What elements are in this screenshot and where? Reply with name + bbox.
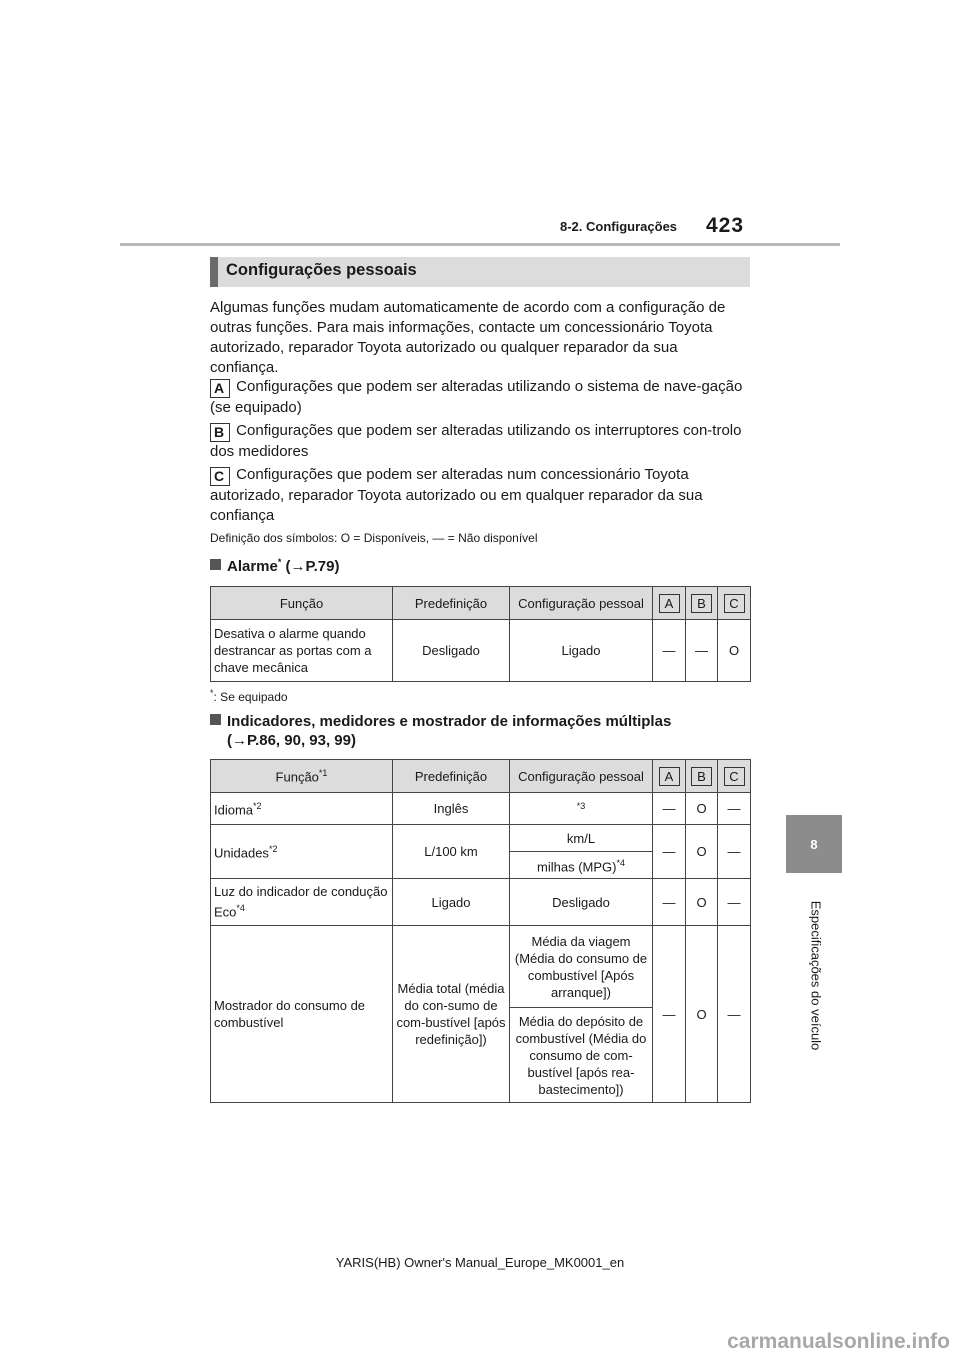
- square-bullet-icon: [210, 559, 221, 570]
- alarm-heading: Alarme* (→P.79): [210, 553, 339, 576]
- table-row-units: Unidades$^{*2}$ L/100 km km/L — O —: [211, 825, 751, 852]
- intro-paragraph: Algumas funções mudam automaticamente de acordo com a configuração de outras funções. Para mais informações, contacte um concessionário Toyota autorizado, reparador Toyota autorizado ou qualquer reparador da sua confiança.: [210, 299, 726, 376]
- legend-letter-b: B: [210, 423, 230, 442]
- col-function: Função$^{*1}$: [211, 760, 393, 793]
- watermark: carmanualsonline.info: [727, 1330, 950, 1353]
- indicators-table: [210, 759, 751, 1103]
- col-personal: Configuração pessoal: [510, 587, 653, 620]
- legend-text-c: Configurações que podem ser alteradas num concessionário Toyota autorizado, reparador Toyota autorizado ou em qualquer reparador da sua confiança: [210, 466, 703, 524]
- table-row-fuel-2: Média do depósito de combustível (Média do consumo de com-bustível [após rea-bastecimento]): [211, 1008, 751, 1103]
- header-section-title: 8-2. Configurações: [560, 219, 678, 234]
- page-number: 423: [706, 214, 745, 237]
- legend-letter-a: A: [210, 379, 230, 398]
- col-default: Predefinição: [393, 760, 510, 793]
- alarm-table: [210, 586, 751, 682]
- col-b: B: [686, 760, 718, 793]
- legend-item-b: [210, 421, 750, 462]
- legend-item-a: [210, 377, 750, 418]
- col-personal: Configuração pessoal: [510, 760, 653, 793]
- indicators-heading: Indicadores, medidores e mostrador de informações múltiplas (→P.86, 90, 93, 99): [210, 712, 750, 750]
- col-function: Função: [211, 587, 393, 620]
- col-a: A: [653, 587, 686, 620]
- legend-item-c: [210, 465, 750, 526]
- col-c: C: [718, 587, 751, 620]
- col-c: C: [718, 760, 751, 793]
- symbols-note: Definição dos símbolos: O = Disponíveis, — = Não disponível: [210, 531, 538, 545]
- legend-text-b: Configurações que podem ser alteradas utilizando os interruptores con-trolo dos medidores: [210, 422, 742, 460]
- col-b: B: [686, 587, 718, 620]
- table-header-row: [211, 587, 751, 620]
- col-a: A: [653, 760, 686, 793]
- section-title: Configurações pessoais: [210, 257, 750, 287]
- table-row-units-2: milhas (MPG)$^{*4}$: [211, 852, 751, 879]
- alarm-footnote: *: Se equipado: [210, 688, 288, 704]
- col-default: Predefinição: [393, 587, 510, 620]
- chapter-tab-label: Especificações do veículo: [808, 900, 824, 1051]
- table-row-eco: Luz do indicador de condução Eco$^{*4}$ Ligado Desligado — O —: [211, 879, 751, 926]
- table-row-fuel: Mostrador do consumo de combustível Média total (média do con-sumo de com-bustível [após redefinição]) Média da viagem (Média do consumo de combustível [Após arranque]) — O —: [211, 926, 751, 1008]
- page-footer: YARIS(HB) Owner's Manual_Europe_MK0001_en: [335, 1255, 625, 1270]
- chapter-tab-number: 8: [786, 815, 842, 873]
- legend-letter-c: C: [210, 467, 230, 486]
- square-bullet-icon: [210, 714, 221, 725]
- legend-text-a: Configurações que podem ser alteradas utilizando o sistema de nave-gação (se equipado): [210, 378, 743, 416]
- table-header-row: [211, 760, 751, 793]
- table-row: Desativa o alarme quando destrancar as portas com a chave mecânica Desligado Ligado — — O: [211, 620, 751, 682]
- table-row-language: Idioma$^{*2}$ Inglês $^{*3}$ — O —: [211, 793, 751, 825]
- header-rule: [120, 243, 840, 246]
